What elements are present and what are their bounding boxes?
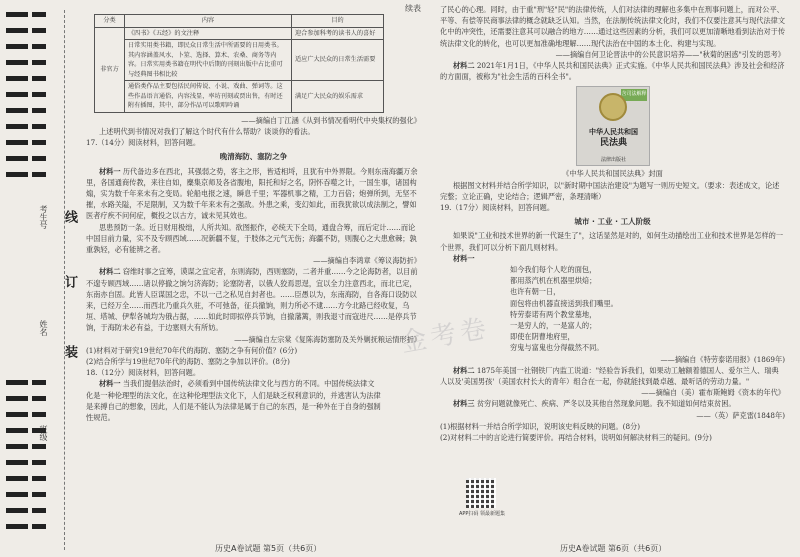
book-title: 中华人民共和国 — [589, 128, 638, 137]
binding-bar — [32, 12, 46, 17]
binding-bar — [6, 12, 28, 17]
poem-line: 也许有朝一日， — [510, 287, 561, 297]
binding-bar — [6, 172, 28, 177]
material-label: 材料二 — [452, 61, 475, 71]
qr-caption: APP扫码 领最新题集 — [458, 511, 506, 517]
table-cell: 适应广大民众的日常生活需要 — [292, 40, 384, 81]
table-row — [95, 40, 384, 81]
binding-bar — [32, 108, 46, 113]
binding-bar — [6, 492, 28, 497]
binding-bar — [32, 380, 46, 385]
binding-bar — [32, 76, 46, 81]
material-text: 当我们提倡法治时，必须看到中国传统法律文化与西方的不同。中国传统法律文化是一种伦理型的法文化，在这种伦理型法文化下，人们是缺乏权利意识的，并逃害认为法律是来搏自己的想象，因此，人们是不能认为法律是属于自己的东西，是一种外在于自身的强制性规范。 — [86, 379, 381, 422]
page-footer-right: 历史A卷试题 第6页（共6页） — [560, 544, 667, 553]
table-header: 内容 — [125, 15, 292, 28]
binding-bar — [32, 44, 46, 49]
binding-bar — [6, 156, 28, 161]
question-19: 19.（17分）阅读材料，回答问题。 — [440, 203, 555, 213]
material-label: 材料一 — [452, 253, 475, 263]
binding-bar — [6, 44, 28, 49]
national-emblem-icon — [599, 93, 627, 121]
poem-line: 穷鬼与富鬼也分得截然不同。 — [510, 343, 604, 353]
binding-bar — [6, 140, 28, 145]
material-label: 材料二 — [452, 365, 475, 375]
source-line: ——摘编自丁江涵《从到书情况看明代中央集权的强化》 — [241, 115, 421, 125]
poem-line: 即使在阴曹地府里， — [510, 332, 575, 342]
source-line: ——摘编自《特劳泰诺用报》(1869年) — [660, 354, 785, 364]
binding-bar — [32, 460, 46, 465]
page-5-column — [86, 0, 421, 423]
binding-bar — [6, 428, 28, 433]
binding-bar — [32, 444, 46, 449]
table-cell: 满足广大民众的娱乐需求 — [292, 81, 384, 113]
binding-char: 装 — [62, 345, 77, 358]
binding-bar — [32, 156, 46, 161]
source-line: ——摘编自李鸿章《筹议海防折》 — [313, 256, 421, 266]
section-title: 晚清海防、塞防之争 — [219, 152, 288, 162]
table-cell: 《四书》《五经》的文注释 — [125, 27, 292, 40]
binding-bar — [6, 460, 28, 465]
section-title: 城市 · 工业 · 工人阶级 — [574, 217, 651, 227]
binding-bar — [32, 524, 46, 529]
page-footer-left: 历史A卷试题 第5页（共6页） — [215, 544, 322, 553]
binding-char: 线 — [62, 210, 77, 223]
binding-margin — [0, 0, 80, 557]
book-publisher: 法律出版社 — [600, 157, 626, 164]
name-label: 姓名 — [39, 320, 48, 336]
poem-line: 面包将由机器直接送到我们嘴里。 — [510, 298, 618, 308]
question-17: 17.（14分）阅读材料，回答问题。 — [86, 138, 201, 148]
material-text: 窃维时事之宜筹，谟谋之宜定者，东则海防，西则塞防，二者并重……今之论海防者，以目前不遑专顾西域……诸以停撤之饷匀济海防；论塞防者，以俄人狡焉思逞，宜以全力注意西北，而北已定，东南亦自固。此皆人臣谋国之忠，不以一己之私见自封者也。……臣愚以为，东南海防，自各海口设防以来，已经万全……而西北乃重兵久驻，不可弛备，征兵撤饷，则力所必不逮……方今北路已经收复，乌垣、塔城、伊犁各城均为俄占据，……如此时即拟停兵节饷，自撤藩篱，则我退寸而寇进尺……是停兵节饷，于海防未必有益，于边塞则大有所妨。 — [86, 267, 418, 333]
binding-bar — [32, 492, 46, 497]
sub-question: (1)根据材料一并结合所学知识，说明该史料反映的问题。(8分) — [440, 421, 641, 431]
sub-question: (2)结合所学与19世纪70年代的海防、塞防之争加以评价。(8分) — [86, 356, 290, 366]
material-text: 了民心的心理。同时，由于重"刑"轻"民"的法律传统，人们对法律的理解也多集中在刑事问题上，而对公平、平等、有偿等民商事法律的概念就缺乏认知。当然，在法制传统法律文化时，我们不仅要注意其与现代法律文化中的冲突性，还需要注意其可以融合的地方……通过这些因素的分析，我们可以更加清晰地看到法治对于传统法律文化的转化，也可以更加准确地理解……现代法治在中国的本土化、构建与实现。 — [440, 5, 786, 48]
binding-bar — [6, 508, 28, 513]
book-tag: 含司法解释 — [621, 89, 646, 100]
binding-bar — [6, 60, 28, 65]
source-line: ——摘编自（美）霍布斯鲍姆《资本的年代》 — [641, 388, 785, 398]
binding-bar — [6, 76, 28, 81]
question-18: 18.（12分）阅读材料，回答问题。 — [86, 368, 201, 378]
table-header: 目的 — [292, 15, 384, 28]
binding-char: 订 — [62, 275, 77, 288]
material-text: 思患预防一条。近日财用极绌，人所共知。欲图振作，必统天下全局，通盘合筹，而后定计……而论中国目前力量，实不及专顾西域……况新疆不复，于肢体之元气无伤；海疆不防，则腹心之大患愈棘；孰重孰轻，必有能辨之者。 — [86, 222, 417, 254]
material-label: 材料二 — [98, 267, 121, 277]
binding-bar — [6, 396, 28, 401]
image-caption: 《中华人民共和国民法典》封面 — [562, 169, 663, 179]
table-row — [95, 27, 384, 40]
material-text: 1875年美国一社钢铁厂内监工说道："经验告诉我们，如果动工触额着德国人、爱尔兰人、瑞典人以及'美国男孩'（美国农村长大的青年）组合在一起，你就能找到最卓越、最听话的劳动力量。" — [440, 365, 779, 387]
binding-bar — [6, 476, 28, 481]
civil-code-cover — [576, 86, 650, 166]
book-table — [94, 14, 384, 113]
table-cell: 日常实用类书籍，即民众日常生活中所需要的日用类书。其内容涵盖风水、卜筮、选择、算术、农桑、商务等内容。日常实用类书籍在明代中后期的刊刻出版中占比重可与经典图书相比较 — [125, 40, 292, 81]
book-title: 民法典 — [599, 138, 627, 149]
binding-bar — [32, 140, 46, 145]
binding-bar — [32, 476, 46, 481]
table-cell: 迎合参加科考的读书人的喜好 — [292, 27, 384, 40]
binding-bar — [6, 524, 28, 529]
binding-bar — [6, 444, 28, 449]
material-label: 材料一 — [98, 379, 121, 389]
question-text: 上述明代到书情况对我们了解这个时代有什么帮助？谈谈你的看法。 — [98, 126, 315, 136]
poem-line: 如今我们每个人吃的面包， — [510, 265, 597, 275]
binding-bar — [6, 124, 28, 129]
source-line: ——摘编自何卫论晋法中的公民意识培养——"秋菊的困惑"引发的思考》 — [555, 49, 785, 59]
continued-label: 续表 — [405, 4, 421, 13]
material-text: 如果说"工业和技术世界的新一代诞生了"，这话显然是对的，如何生动描绘出工业和技术世界是怎样的一个世界，我们可以分析下面几则材料。 — [440, 231, 784, 252]
table-row — [95, 81, 384, 113]
table-cell: 通俗类作品主要包括民间传说、小说、戏曲、弹词等。这些作品语言通俗，内容浅显，率坊刊刻或贾出售，有时还附有插图，其中，部分作品可以歌唱吟诵 — [125, 81, 292, 113]
poem-line: 一是穷人的，一是富人的； — [510, 321, 597, 331]
binding-bar — [32, 396, 46, 401]
sub-question: (1)材料对于研究19世纪70年代的海防、塞防之争有何价值？(6分) — [86, 345, 298, 355]
qr-code-overlay — [466, 478, 496, 508]
binding-bar — [6, 108, 28, 113]
table-header-row — [95, 15, 384, 28]
table-header: 分类 — [95, 15, 125, 28]
binding-bar — [32, 124, 46, 129]
binding-bar — [32, 60, 46, 65]
poem-line: 都用蒸汽机在机器里烘焙； — [510, 276, 597, 286]
binding-bar — [6, 412, 28, 417]
binding-bar — [32, 508, 46, 513]
binding-bar — [32, 412, 46, 417]
binding-bar — [6, 380, 28, 385]
binding-bar — [6, 28, 28, 33]
binding-bar — [6, 92, 28, 97]
sub-question: (2)对材料二中的言论进行简要评价。再结合材料，说明如何解决材料三的疑问。(9分) — [440, 433, 712, 443]
exam-no-label: 考生号 — [39, 205, 48, 229]
material-text: 2021年1月1日，《中华人民共和国民法典》正式实施。《中华人民共和国民法典》涉及社会和经济的方面面，被称为"社会生活的百科全书"。 — [440, 61, 785, 82]
source-line: ——（英）萨克雷(1848年) — [696, 410, 785, 420]
class-label: 班级 — [39, 425, 48, 441]
material-text: 历代备边多在西北，其强弱之势，客主之形，皆适相埒，且犹有中外界限。今则东南海疆万余里，各国通商传教，来往自如，麇集京师及各省腹地，阳托和好之名，阴怀吞噬之计，一国生事，诸国构煽，实为数千年来未有之变局。轮船电报之速，瞬息千里；军器机事之精，工力百倍；炮弹所到，无坚不摧，水路关隘，不足限制，又为数千年来未有之强敌。外患之乘，变幻如此，而我犹欲以成法制之，譬如医者疗疾不问何症，概投之以古方，诚未见其效也。 — [86, 166, 418, 221]
binding-bar — [32, 92, 46, 97]
watermark: 金考卷 — [398, 313, 493, 359]
page-6-column — [440, 0, 785, 443]
poem-line: 特劳泰诺有两个教堂墓地， — [510, 309, 597, 319]
material-label: 材料三 — [452, 399, 475, 409]
material-text: 贫穷问题就像死亡、疾病、严冬以及其他自然现象问题。我不知道如何结束贫困。 — [476, 399, 736, 409]
binding-bar — [32, 172, 46, 177]
table-category: 非官方 — [95, 27, 125, 112]
binding-bar — [32, 28, 46, 33]
material-label: 材料一 — [98, 166, 121, 176]
source-line: ——摘编自左宗棠《复陈海防塞防及关外剿抚粮运情形折》 — [234, 334, 421, 344]
question-text: 根据图文材料并结合所学知识，以"新时期中国法治建设"为题写一则历史短文。（要求：表述成文，论述完整；立论正确，史论结合；逻辑严密，条理清晰） — [440, 180, 780, 201]
